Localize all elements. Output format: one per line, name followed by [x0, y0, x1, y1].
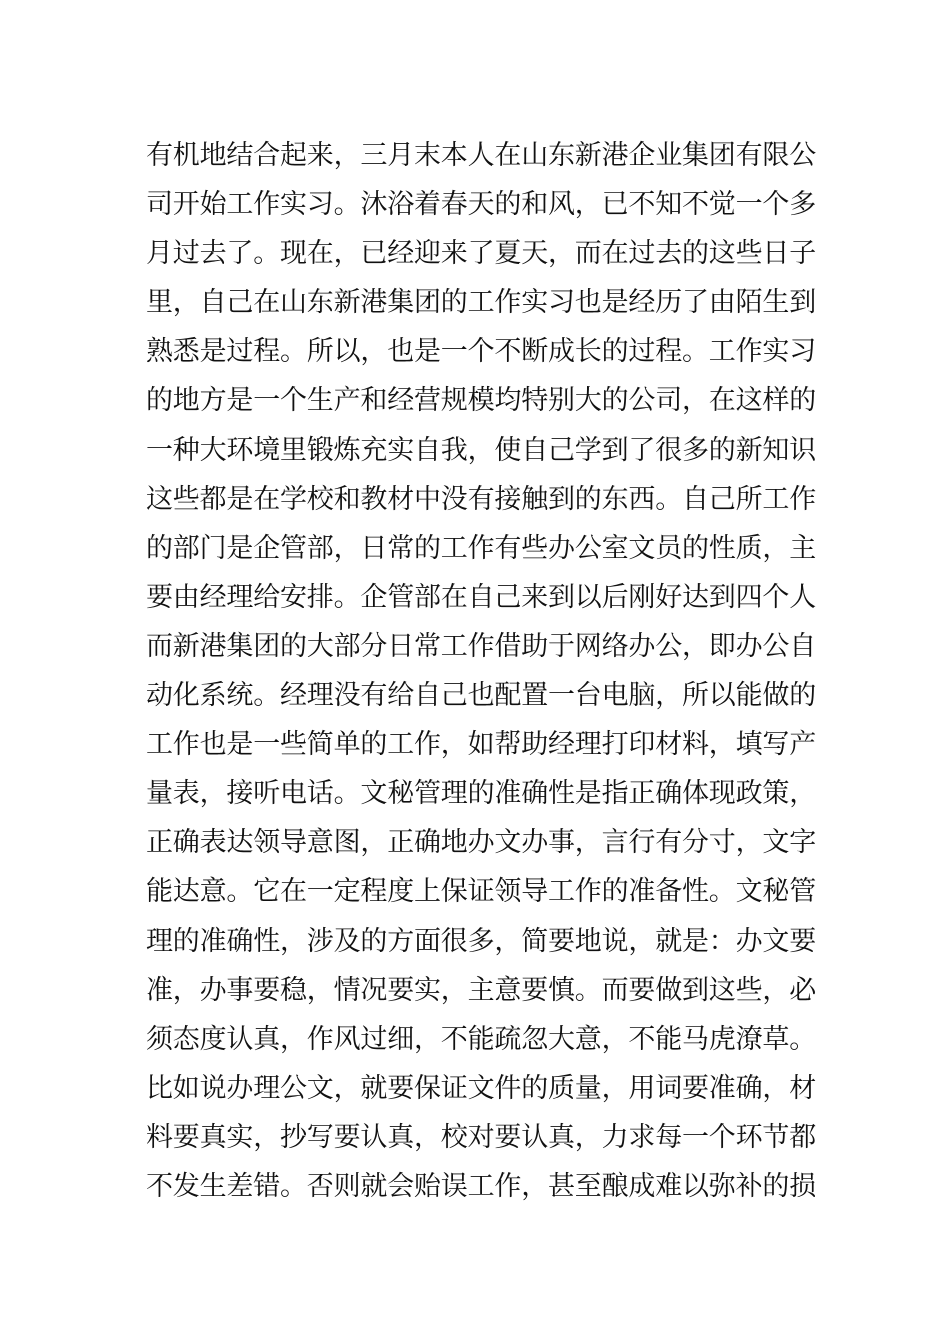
text-line-4: 里，自己在山东新港集团的工作实习也是经历了由陌生到 — [146, 287, 816, 319]
text-line-16: 能达意。它在一定程度上保证领导工作的准备性。文秘管 — [146, 876, 816, 908]
text-line-2: 司开始工作实习。沐浴着春天的和风，已不知不觉一个多 — [146, 189, 816, 221]
text-line-1: 有机地结合起来，三月末本人在山东新港企业集团有限公 — [146, 140, 816, 171]
text-line-5: 熟悉是过程。所以，也是一个不断成长的过程。工作实习 — [146, 336, 816, 368]
text-line-13: 工作也是一些简单的工作，如帮助经理打印材料，填写产 — [146, 729, 816, 761]
text-line-10: 要由经理给安排。企管部在自己来到以后刚好达到四个人 — [146, 581, 816, 613]
text-line-3: 月过去了。现在，已经迎来了夏天，而在过去的这些日子 — [146, 238, 816, 270]
text-line-6: 的地方是一个生产和经营规模均特别大的公司，在这样的 — [146, 385, 816, 417]
text-line-8: 这些都是在学校和教材中没有接触到的东西。自己所工作 — [146, 483, 816, 515]
text-line-19: 须态度认真，作风过细，不能疏忽大意，不能马虎潦草。 — [146, 1023, 816, 1055]
text-line-7: 一种大环境里锻炼充实自我，使自己学到了很多的新知识 — [146, 434, 816, 466]
text-line-9: 的部门是企管部，日常的工作有些办公室文员的性质，主 — [146, 532, 816, 564]
text-line-18: 准，办事要稳，情况要实，主意要慎。而要做到这些，必 — [146, 974, 816, 1006]
text-line-14: 量表，接听电话。文秘管理的准确性是指正确体现政策， — [146, 778, 816, 810]
text-line-20: 比如说办理公文，就要保证文件的质量，用词要准确，材 — [146, 1072, 816, 1104]
text-line-12: 动化系统。经理没有给自己也配置一台电脑，所以能做的 — [146, 680, 816, 712]
text-line-17: 理的准确性，涉及的方面很多，简要地说，就是：办文要 — [146, 925, 816, 957]
text-line-22: 不发生差错。否则就会贻误工作，甚至酿成难以弥补的损 — [146, 1170, 816, 1202]
body-paragraph — [146, 131, 816, 1211]
text-line-11: 而新港集团的大部分日常工作借助于网络办公，即办公自 — [146, 630, 816, 662]
text-line-21: 料要真实，抄写要认真，校对要认真，力求每一个环节都 — [146, 1121, 816, 1153]
text-line-15: 正确表达领导意图，正确地办文办事，言行有分寸，文字 — [146, 827, 816, 859]
